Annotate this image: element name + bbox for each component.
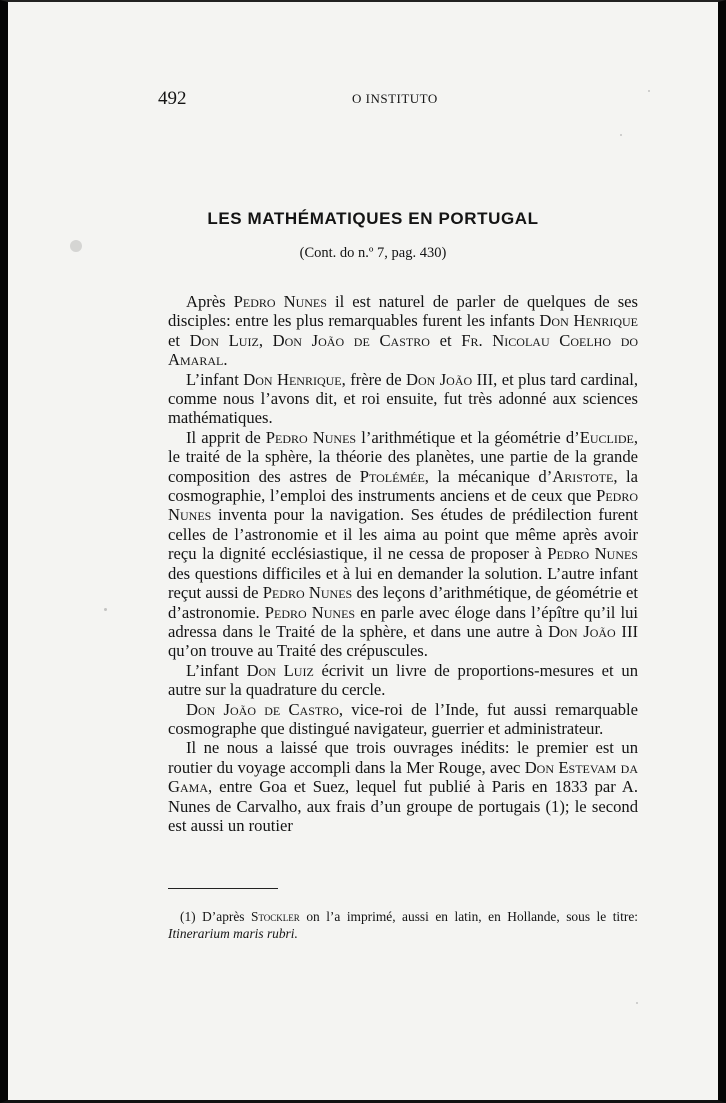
scan-speck: [104, 608, 107, 611]
running-head: [158, 88, 578, 114]
small-caps-name: Pedro Nunes: [233, 292, 327, 311]
small-caps-name: Fr. Nicolau Coelho do Amaral: [168, 330, 639, 370]
paragraph: L’infant Don Luiz écrivit un livre de proportions-mesures et un autre sur la quadrature du cercle.: [168, 660, 638, 700]
italic-title: Itinerarium maris rubri.: [168, 926, 298, 941]
small-caps-name: Don Henrique: [539, 311, 638, 331]
small-caps-name: Don João: [548, 621, 616, 641]
small-caps-name: Don Estevam da Gama: [168, 757, 638, 797]
paragraph: L’infant Don Henrique, frère de Don João III, et plus tard cardinal, comme nous l’avons dit, et roi ensuite, fut très adonné aux sciences mathématiques.: [168, 369, 638, 428]
footnote-text: (1) D’après Stockler on l’a imprimé, aussi en latin, en Hollande, sous le titre: Itinerarium maris rubri.: [168, 909, 638, 941]
continuation-note: (Cont. do n.º 7, pag. 430): [299, 245, 447, 261]
scan-speck: [70, 240, 82, 252]
small-caps-name: Pedro Nunes: [265, 427, 357, 447]
small-caps-name: Don João: [406, 369, 473, 389]
small-caps-name: Don Henrique: [243, 369, 342, 389]
paragraph: Il ne nous a laissé que trois ouvrages inédits: le premier est un routier du voyage accompli dans la Mer Rouge, avec Don Estevam da Gama, entre Goa et Suez, lequel fut publié à Paris en 1833 par A. Nunes de Carvalho, aux frais d’un groupe de portugais (1); le second est aussi un routier: [168, 738, 638, 835]
small-caps-name: Euclide: [579, 427, 634, 447]
small-caps-name: Ptolémée: [359, 466, 425, 486]
page-number: 492: [158, 88, 187, 109]
paragraph: Après Pedro Nunes il est naturel de parler de quelques de ses disciples: entre les plus remarquables furent les infants Don Henrique et Don Luiz, Don João de Castro et Fr. Nicolau Coelho do Amaral.: [168, 292, 639, 370]
scan-speck: [620, 134, 622, 136]
small-caps-name: Pedro Nunes: [262, 583, 353, 603]
article-title: LES MATHÉMATIQUES EN PORTUGAL: [207, 209, 539, 228]
footnote: [168, 908, 638, 942]
small-caps-name: Stockler: [251, 909, 300, 924]
small-caps-name: Don João de Castro: [272, 330, 430, 350]
small-caps-name: Aristote: [552, 466, 614, 486]
scan-speck: [648, 90, 650, 92]
article-body: [168, 292, 638, 835]
paragraph: Il apprit de Pedro Nunes l’arithmétique et la géométrie d’Euclide, le traité de la sphère, la théorie des planètes, une partie de la grande composition des astres de Ptolémée, la mécanique d’Aristote, la cosmographie, l’emploi des instruments anciens et de ceux que Pedro Nunes inventa pour la navigation. Ses études de prédilection furent celles de l’astronomie et il les aima au point que même après avoir reçu la dignité ecclésiastique, il ne cessa de proposer à Pedro Nunes des questions difficiles et à lui en demander la solution. L’autre infant reçut aussi de Pedro Nunes des leçons d’arithmétique, de géométrie et d’astronomie. Pedro Nunes en parle avec éloge dans l’épître qu’il lui adressa dans le Traité de la sphère, et dans une autre à Don João III qu’on trouve au Traité des crépuscules.: [168, 427, 639, 661]
small-caps-name: Don João de Castro: [186, 699, 339, 719]
small-caps-name: Pedro Nunes: [168, 486, 638, 525]
footnote-rule: [168, 888, 278, 889]
scan-speck: [636, 1002, 638, 1004]
small-caps-name: Pedro Nunes: [264, 602, 356, 622]
paragraph: Don João de Castro, vice-roi de l’Inde, fut aussi remarquable cosmographe que distingué navigateur, guerrier et administrateur.: [168, 699, 639, 738]
small-caps-name: Don Luiz: [246, 660, 314, 680]
journal-title: O INSTITUTO: [352, 91, 438, 106]
small-caps-name: Don Luiz: [189, 330, 259, 350]
small-caps-name: Pedro Nunes: [547, 544, 638, 564]
